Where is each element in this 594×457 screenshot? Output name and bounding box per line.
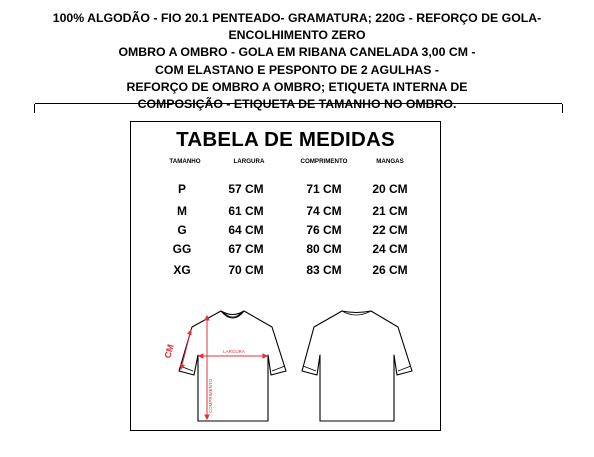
description-line: COMPOSIÇÃO - ETIQUETA DE TAMANHO NO OMBRO. [137, 97, 457, 112]
description-line: ENCOLHIMENTO ZERO [228, 28, 366, 43]
description-line: 100% ALGODÃO - FIO 20.1 PENTEADO- GRAMATURA; 220G - REFORÇO DE GOLA- [52, 11, 542, 25]
header-sleeve: MANGAS [376, 158, 404, 165]
measurement-lines [181, 316, 267, 419]
cell-length: 74 CM [306, 204, 342, 218]
cell-length: 71 CM [306, 182, 342, 196]
cell-length: 76 CM [306, 223, 342, 237]
cell-width: 67 CM [228, 242, 264, 256]
description-line: REFORÇO DE OMBRO A OMBRO; ETIQUETA INTERNA DE [126, 79, 468, 94]
cell-width: 64 CM [228, 223, 264, 237]
width-measure-label: LARGURA [223, 349, 245, 354]
sleeve-measure-label: CM [162, 343, 176, 360]
cell-sleeve: 26 CM [372, 263, 408, 277]
cell-size: M [177, 204, 187, 218]
tshirt-back-outline [302, 311, 412, 421]
cell-width: 70 CM [228, 263, 264, 277]
cell-width: 57 CM [228, 182, 264, 196]
header-size: TAMANHO [169, 158, 201, 165]
cell-length: 83 CM [306, 263, 342, 277]
description-line: COM ELASTANO E PESPONTO DE 2 AGULHAS - [155, 62, 439, 77]
header-width: LARGURA [233, 158, 265, 165]
header-length: COMPRIMENTO [300, 158, 348, 165]
size-chart-title: TABELA DE MEDIDAS [176, 128, 395, 151]
tshirt-front-outline [179, 311, 286, 421]
cell-length: 80 CM [306, 242, 342, 256]
cell-sleeve: 24 CM [372, 242, 408, 256]
cell-sleeve: 21 CM [372, 204, 408, 218]
cell-size: XG [173, 263, 191, 277]
length-measure-label: COMPRIMENTO [208, 378, 213, 414]
cell-size: GG [172, 242, 192, 256]
cell-sleeve: 22 CM [372, 223, 408, 237]
cell-width: 61 CM [228, 204, 264, 218]
cell-size: G [177, 223, 187, 237]
cell-sleeve: 20 CM [372, 182, 408, 196]
cell-size: P [177, 182, 186, 196]
description-line: OMBRO A OMBRO - GOLA EM RIBANA CANELADA 3,00 CM - [118, 45, 476, 60]
